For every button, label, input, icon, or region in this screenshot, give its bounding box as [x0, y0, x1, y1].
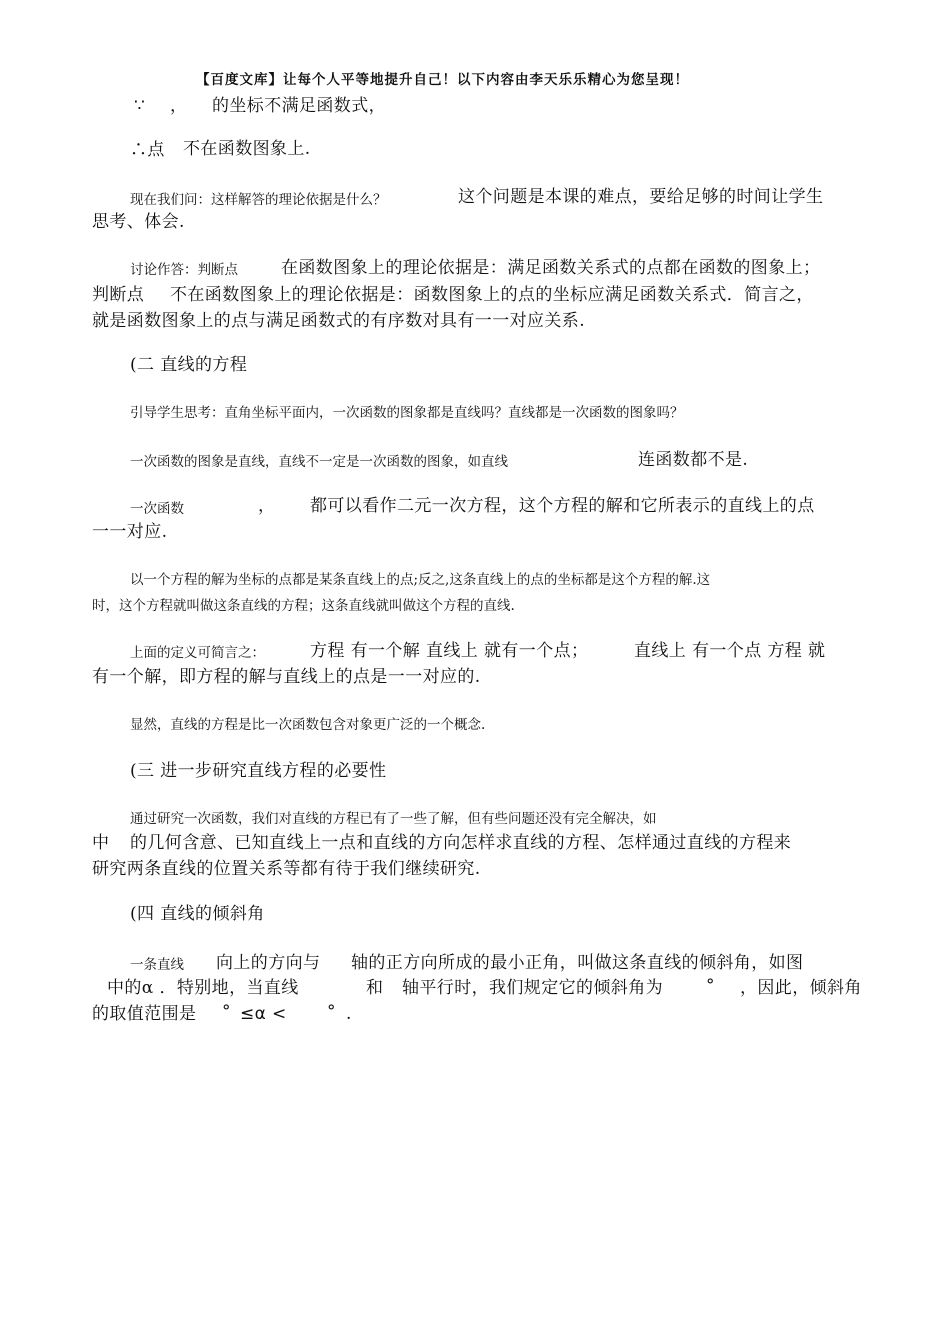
inclination-range-lead: 的取值范围是 — [92, 1004, 197, 1024]
paragraph-guide-question: 引导学生思考：直角坐标平面内，一次函数的图象都是直线吗？直线都是一次函数的图象吗？ — [130, 405, 684, 421]
inclination-range-period: . — [346, 1004, 352, 1024]
inclination-range-degree2: ° — [327, 1002, 336, 1022]
linear-equation-lead: 一次函数 — [130, 501, 184, 517]
summary-lead: 上面的定义可简言之： — [130, 645, 265, 661]
further-study-lead: 通过研究一次函数，我们对直线的方程已有了一些了解，但有些问题还没有完全解决，如 — [130, 811, 657, 827]
linear-image-tail: 连函数都不是. — [638, 450, 749, 470]
therefore-text: 不在函数图象上. — [183, 139, 311, 159]
linear-image-lead: 一次函数的图象是直线，直线不一定是一次函数的图象，如直线 — [130, 454, 508, 470]
page-header-banner: 【百度文库】让每个人平等地提升自己！以下内容由李天乐乐精心为您呈现！ — [196, 72, 689, 88]
because-text: 的坐标不满足函数式， — [212, 96, 386, 116]
therefore-symbol: ∴点 — [130, 140, 165, 160]
definition-line2: 时，这个方程就叫做这条直线的方程；这条直线就叫做这个方程的直线. — [92, 598, 515, 614]
summary-part1: 方程 有一个解 直线上 就有一个点； — [310, 641, 589, 661]
linear-equation-text: 都可以看作二元一次方程，这个方程的解和它所表示的直线上的点 — [310, 496, 815, 516]
section-title-necessity: (三 进一步研究直线方程的必要性 — [130, 761, 387, 781]
section-title-inclination: (四 直线的倾斜角 — [130, 904, 265, 924]
inclination-lead: 一条直线 — [130, 957, 184, 973]
discussion-lead: 讨论作答：判断点 — [130, 262, 238, 278]
question-note: 这个问题是本课的难点，要给足够的时间让学生 — [458, 187, 824, 207]
inclination-therefore: ，因此，倾斜角 — [740, 978, 862, 998]
further-study-line2: 的几何含意、已知直线上一点和直线的方向怎样求直线的方程、怎样通过直线的方程来 — [130, 833, 792, 853]
summary-part3: 有一个解，即方程的解与直线上的点是一一对应的. — [92, 667, 481, 687]
because-comma: ， — [170, 96, 188, 116]
inclination-special: 中的α ．特别地，当直线 — [107, 978, 299, 998]
paragraph-obviously: 显然，直线的方程是比一次函数包含对象更广泛的一个概念. — [130, 717, 486, 733]
discussion-line2: 不在函数图象上的理论依据是：函数图象上的点的坐标应满足函数关系式．简言之， — [170, 285, 814, 305]
linear-equation-comma: ， — [258, 496, 276, 516]
inclination-and: 和 — [366, 978, 384, 998]
linear-equation-cont: 一一对应. — [92, 522, 168, 542]
question-lead: 现在我们问：这样解答的理论依据是什么？ — [130, 192, 387, 208]
inclination-parallel: 轴平行时，我们规定它的倾斜角为 — [402, 978, 663, 998]
further-study-zhong: 中 — [92, 833, 110, 853]
because-symbol: ∵ — [134, 96, 146, 116]
discussion-line3: 就是函数图象上的点与满足函数式的有序数对具有一一对应关系. — [92, 311, 586, 331]
section-title-line-equation: (二 直线的方程 — [130, 355, 248, 375]
summary-part2: 直线上 有一个点 方程 就 — [634, 641, 826, 661]
question-note-cont: 思考、体会. — [92, 212, 185, 232]
inclination-upward: 向上的方向与 — [216, 953, 321, 973]
discussion-judge: 判断点 — [92, 285, 145, 305]
inclination-range-degree1: ° — [222, 1002, 231, 1022]
definition-line1: 以一个方程的解为坐标的点都是某条直线上的点;反之,这条直线上的点的坐标都是这个方程的解.这 — [130, 572, 711, 588]
inclination-degree-zero: ° — [706, 976, 715, 996]
further-study-line3: 研究两条直线的位置关系等都有待于我们继续研究. — [92, 859, 481, 879]
discussion-line1: 在函数图象上的理论依据是：满足函数关系式的点都在函数的图象上； — [281, 258, 821, 278]
inclination-axis: 轴的正方向所成的最小正角，叫做这条直线的倾斜角，如图 — [351, 953, 804, 973]
inclination-range-ineq: ≤α < — [240, 1004, 287, 1024]
